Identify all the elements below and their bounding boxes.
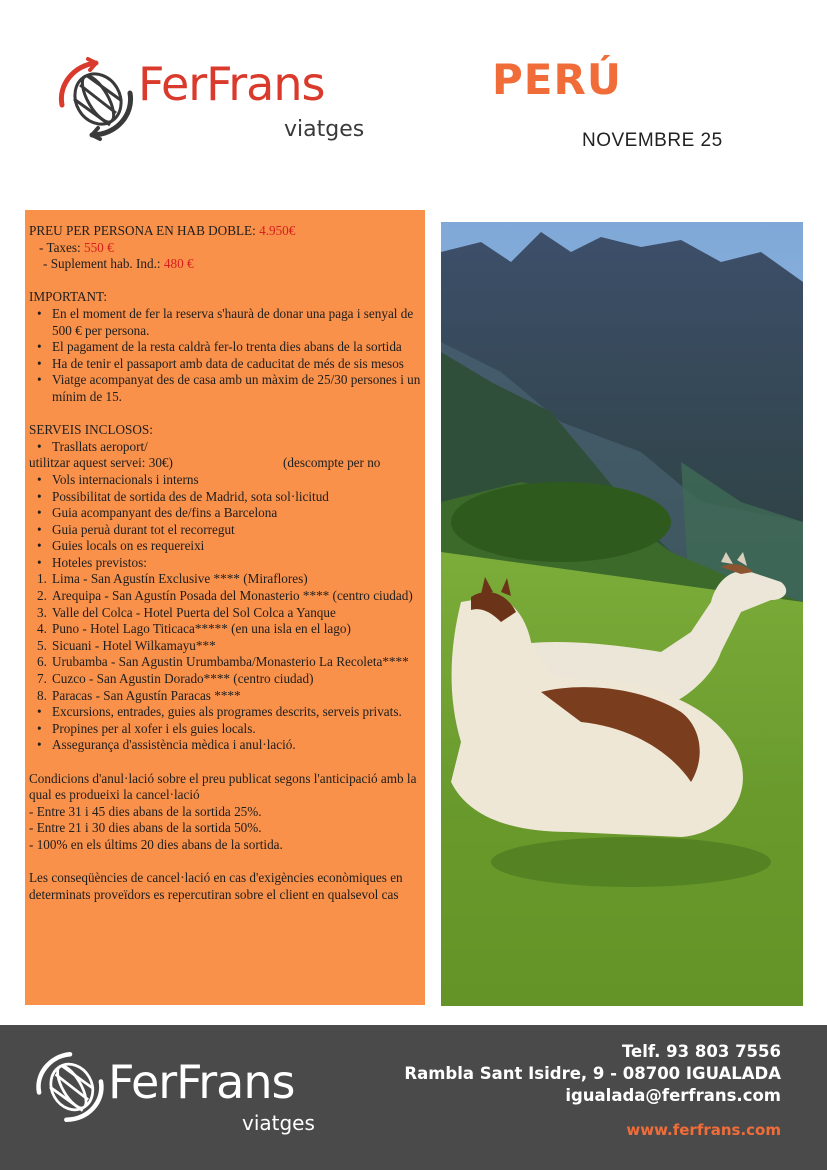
- list-item: • Guies locals on es requereixi: [29, 538, 421, 555]
- footer-brand-subtitle: viatges: [242, 1111, 315, 1135]
- services-heading: SERVEIS INCLOSOS:: [29, 422, 153, 438]
- list-item: [29, 439, 421, 472]
- list-item: • Vols internacionals i interns: [29, 472, 421, 489]
- departure-date: NOVEMBRE 25: [582, 130, 723, 151]
- hotel-item: 6. Urubamba - San Agustin Urumbamba/Monasterio La Recoleta****: [37, 654, 409, 670]
- cancellation-line: - 100% en els últims 20 dies abans de la sortida.: [29, 836, 283, 852]
- list-item: • Ha de tenir el passaport amb data de caducitat de més de sis mesos: [29, 356, 421, 373]
- list-item: • Guia acompanyant des de/fins a Barcelona: [29, 505, 421, 522]
- supplement-value: 480 €: [163, 256, 194, 272]
- list-item: • Excursions, entrades, guies als programes descrits, serveis privats.: [29, 704, 421, 721]
- cancellation-line: - Entre 31 i 45 dies abans de la sortida 25%.: [29, 803, 262, 819]
- cancellation-intro: Condicions d'anul·lació sobre el preu publicat segons l'anticipació amb la qual es produeixi la cancel·lació: [29, 770, 417, 803]
- phone-number: Telf. 93 803 7556: [621, 1042, 781, 1061]
- list-item: • Propines per al xofer i els guies locals.: [29, 721, 421, 738]
- email-link[interactable]: igualada@ferfrans.com: [565, 1086, 781, 1105]
- hotel-item: 8. Paracas - San Agustín Paracas ****: [37, 687, 241, 703]
- list-item: • En el moment de fer la reserva s'haurà de donar una paga i senyal de 500 € per persona.: [29, 306, 421, 339]
- trip-info-panel: [25, 210, 425, 1005]
- important-list: [29, 306, 421, 406]
- address: Rambla Sant Isidre, 9 - 08700 IGUALADA: [404, 1064, 781, 1083]
- hotels-list: [29, 571, 421, 704]
- footer-brand-name: FerFrans: [108, 1055, 295, 1109]
- brand-logo: [52, 55, 382, 155]
- price-label: PREU PER PERSONA EN HAB DOBLE:: [29, 223, 260, 238]
- hotel-item: 4. Puno - Hotel Lago Titicaca***** (en una isla en el lago): [37, 621, 351, 637]
- transfer-text-cont: utilitzar aquest servei: 30€): [29, 455, 173, 471]
- list-item: • Assegurança d'assistència mèdica i anul·lació.: [29, 737, 421, 754]
- hotel-item: 7. Cuzco - San Agustin Dorado**** (centro ciudad): [37, 671, 314, 687]
- list-item: • El pagament de la resta caldrà fer-lo trenta dies abans de la sortida: [29, 339, 421, 356]
- globe-logo-icon: [30, 1047, 110, 1127]
- hotel-item: 1. Lima - San Agustín Exclusive **** (Miraflores): [37, 571, 308, 587]
- destination-title: PERÚ: [492, 55, 622, 104]
- price-value: 4.950€: [259, 223, 296, 238]
- supplement-line: [29, 256, 421, 273]
- contact-info: [404, 1041, 781, 1107]
- brand-subtitle: viatges: [284, 117, 365, 142]
- taxes-line: [29, 240, 421, 257]
- hotel-item: 5. Sicuani - Hotel Wilkamayu***: [37, 637, 216, 653]
- list-item: • Viatge acompanyat des de casa amb un màxim de 25/30 persones i un mínim de 15.: [29, 372, 421, 405]
- globe-logo-icon: [52, 55, 140, 143]
- taxes-label: - Taxes:: [39, 239, 84, 255]
- list-item: • Possibilitat de sortida des de Madrid, sota sol·licitud: [29, 489, 421, 506]
- footer: [0, 1025, 827, 1170]
- list-item: • Hoteles previstos:: [29, 555, 421, 572]
- important-heading: IMPORTANT:: [29, 289, 108, 305]
- hotel-item: 2. Arequipa - San Agustín Posada del Monasterio **** (centro ciudad): [37, 588, 413, 604]
- brand-name: FerFrans: [138, 57, 325, 111]
- supplement-label: - Suplement hab. Ind.:: [43, 256, 164, 272]
- website-link[interactable]: www.ferfrans.com: [626, 1121, 781, 1139]
- cancellation-line: - Entre 21 i 30 dies abans de la sortida 50%.: [29, 820, 262, 836]
- services-list-more: [29, 704, 421, 754]
- transfer-note: (descompte per no: [283, 455, 381, 471]
- hotel-item: 3. Valle del Colca - Hotel Puerta del Sol Colca a Yanque: [37, 604, 336, 620]
- transfer-text: Trasllats aeroport/: [52, 438, 148, 454]
- taxes-value: 550 €: [83, 239, 114, 255]
- llamas-photo: [441, 222, 803, 1006]
- cancellation-consequences: Les conseqüències de cancel·lació en cas d'exigències econòmiques en determinats proveïdors es repercutiran sobre el client en qualsevol cas: [29, 870, 403, 902]
- list-item: • Guia peruà durant tot el recorregut: [29, 522, 421, 539]
- footer-logo: [30, 1047, 330, 1157]
- price-line: [29, 223, 421, 240]
- services-list: [29, 439, 421, 572]
